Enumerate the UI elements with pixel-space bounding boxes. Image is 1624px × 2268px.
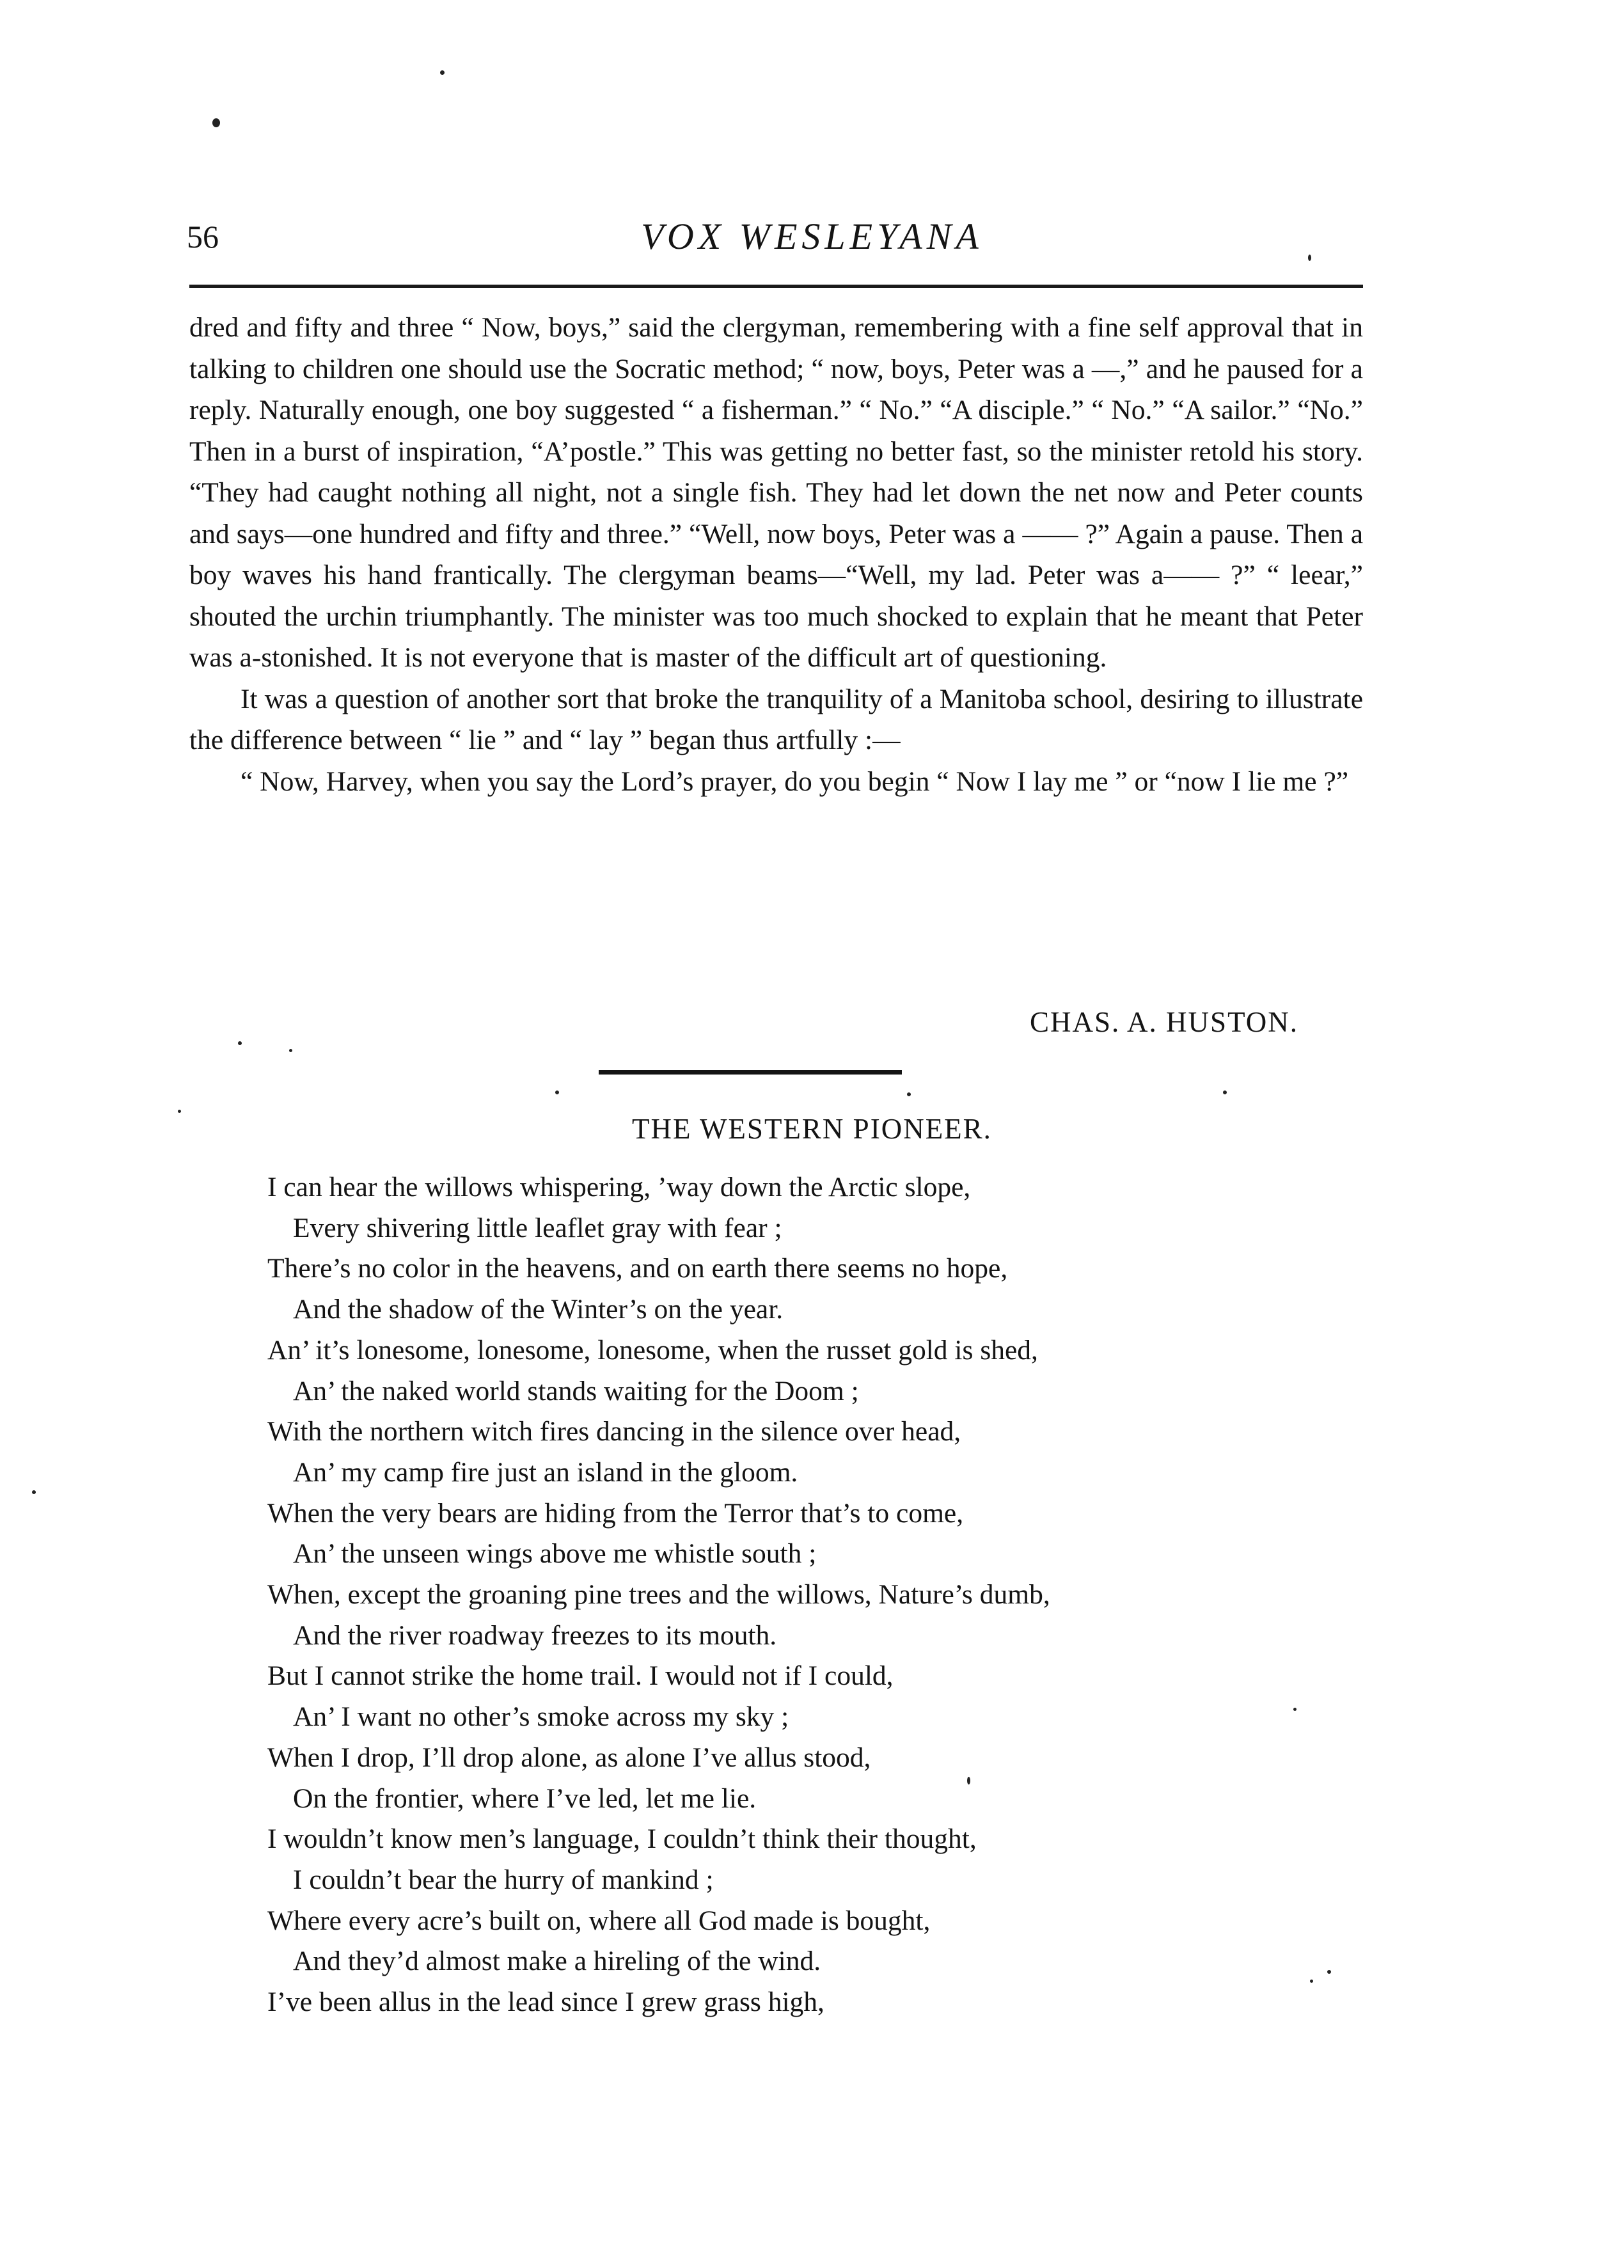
poem-line: An’ the naked world stands waiting for the Doom ; — [293, 1375, 859, 1406]
section-divider — [599, 1070, 902, 1075]
poem-line: When, except the groaning pine trees and the willows, Nature’s dumb, — [267, 1579, 1050, 1610]
paragraph: dred and fifty and three “ Now, boys,” said the clergyman, remembering with a fine self approval that in talking to children one should use the Socratic method; “ now, boys, Peter was a —,” and he paused for a reply. Naturally enough, one boy suggested “ a fisherman.” “ No.” “A disciple.” “ No.” “A sailor.” “No.” Then in a burst of inspiration, “A’postle.” This was getting no better fast, so the minister retold his story. “They had caught nothing all night, not a single fish. They had let down the net now and Peter counts and says—one hundred and fifty and three.” “Well, now boys, Peter was a —— ?” Again a pause. Then a boy waves his hand frantically. The clergyman beams—“Well, my lad. Peter was a—— ?” “ leear,” shouted the urchin triumphantly. The minister was too much shocked to explain that he meant that Peter was a-stonished. It is not everyone that is master of the difficult art of questioning. — [189, 312, 1363, 673]
poem-line: I couldn’t bear the hurry of mankind ; — [293, 1864, 714, 1895]
ink-speck — [289, 1049, 292, 1052]
poem-line: An’ I want no other’s smoke across my sky ; — [293, 1701, 789, 1733]
running-title: VOX WESLEYANA — [641, 216, 983, 257]
poem-line: When I drop, I’ll drop alone, as alone I’ve allus stood, — [267, 1742, 871, 1773]
poem-line: An’ it’s lonesome, lonesome, lonesome, when the russet gold is shed, — [267, 1334, 1038, 1366]
poem-line: I can hear the willows whispering, ’way down the Arctic slope, — [267, 1172, 971, 1202]
ink-speck — [1223, 1091, 1227, 1094]
paragraph: “ Now, Harvey, when you say the Lord’s prayer, do you begin “ Now I lay me ” or “now I lie me ?” — [240, 766, 1349, 797]
poem-line: An’ my camp fire just an island in the gloom. — [293, 1456, 798, 1488]
poem-line: When the very bears are hiding from the Terror that’s to come, — [267, 1497, 964, 1529]
ink-speck — [440, 70, 445, 75]
ink-speck — [555, 1091, 559, 1094]
author-signature: CHAS. A. HUSTON. — [1030, 1006, 1298, 1038]
paragraph: It was a question of another sort that broke the tranquility of a Manitoba school, desiring to illustrate the difference between “ lie ” and “ lay ” began thus artfully :— — [189, 683, 1363, 755]
ink-speck — [212, 118, 220, 127]
header-rule — [189, 285, 1363, 288]
page-number: 56 — [187, 219, 219, 255]
poem-body — [267, 1167, 1355, 2023]
poem-line: And the shadow of the Winter’s on the year. — [293, 1294, 784, 1325]
poem-line: And the river roadway freezes to its mouth. — [293, 1619, 777, 1651]
poem-line: Where every acre’s built on, where all God made is bought, — [267, 1905, 931, 1936]
poem-line: But I cannot strike the home trail. I would not if I could, — [267, 1660, 894, 1692]
article-body — [189, 307, 1363, 802]
ink-speck — [238, 1041, 242, 1045]
poem-line: There’s no color in the heavens, and on earth there seems no hope, — [267, 1253, 1008, 1284]
poem-title: THE WESTERN PIONEER. — [632, 1113, 992, 1145]
poem-line: And they’d almost make a hireling of the wind. — [293, 1946, 821, 1977]
poem-line: I wouldn’t know men’s language, I couldn’t think their thought, — [267, 1823, 977, 1855]
ink-speck — [907, 1092, 911, 1096]
poem-line: An’ the unseen wings above me whistle south ; — [293, 1538, 817, 1570]
poem-line: I’ve been allus in the lead since I grew grass high, — [267, 1987, 824, 2018]
ink-speck — [32, 1490, 36, 1494]
poem-line: Every shivering little leaflet gray with fear ; — [293, 1212, 782, 1243]
poem-line: With the northern witch fires dancing in the silence over head, — [267, 1416, 961, 1447]
poem-line: On the frontier, where I’ve led, let me lie. — [293, 1783, 757, 1814]
